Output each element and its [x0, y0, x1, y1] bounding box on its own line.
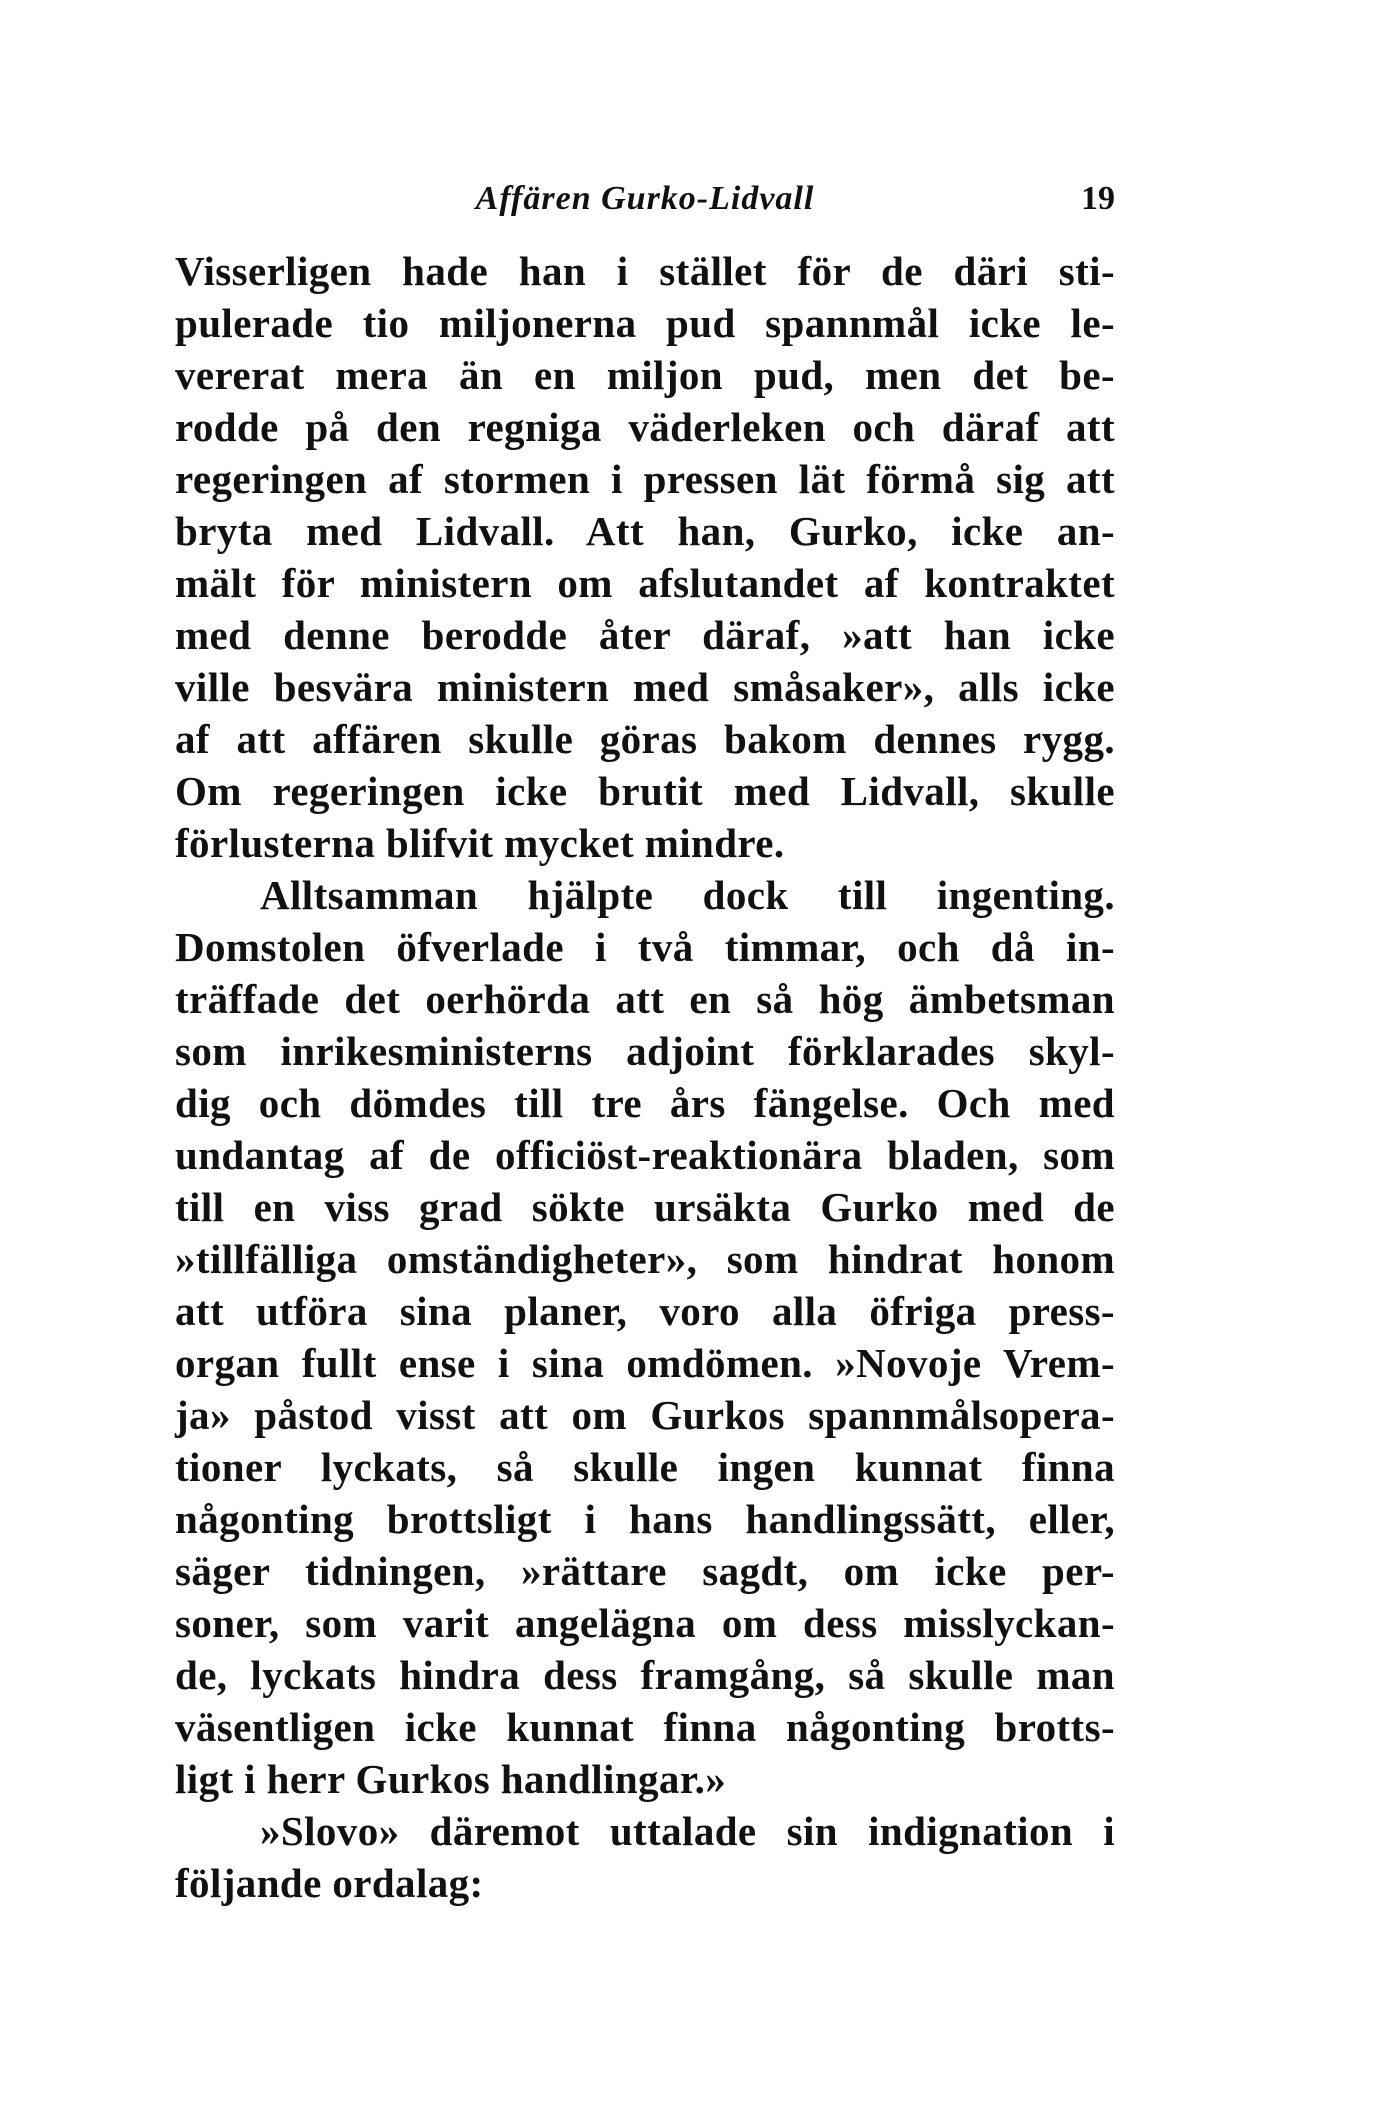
- text-line: af att affären skulle göras bakom dennes rygg.: [175, 716, 1115, 762]
- page-number: 19: [1081, 180, 1115, 217]
- text-line: organ fullt ense i sina omdömen. »Novoje Vrem-: [175, 1340, 1115, 1386]
- paragraph-2: [175, 869, 1115, 1805]
- running-head: [175, 180, 1115, 230]
- paragraph-1: [175, 245, 1115, 869]
- text-line: som inrikesministerns adjoint förklarades skyl-: [175, 1028, 1115, 1074]
- text-line: pulerade tio miljonerna pud spannmål icke le-: [175, 300, 1115, 346]
- text-line: med denne berodde åter däraf, »att han icke: [175, 612, 1115, 658]
- text-line: soner, som varit angelägna om dess misslyckan-: [175, 1600, 1115, 1646]
- text-line: vererat mera än en miljon pud, men det be-: [175, 352, 1115, 398]
- text-line: väsentligen icke kunnat finna någonting brotts-: [175, 1704, 1115, 1750]
- text-line: Visserligen hade han i stället för de däri sti-: [175, 248, 1115, 294]
- text-line: säger tidningen, »rättare sagdt, om icke per-: [175, 1548, 1115, 1594]
- text-line: de, lyckats hindra dess framgång, så skulle man: [175, 1652, 1115, 1698]
- text-line: träffade det oerhörda att en så hög ämbetsman: [175, 976, 1115, 1022]
- running-title: Affären Gurko-Lidvall: [475, 180, 815, 217]
- text-line: dig och dömdes till tre års fängelse. Och med: [175, 1080, 1115, 1126]
- text-line: undantag af de officiöst-reaktionära bladen, som: [175, 1132, 1115, 1178]
- text-line: Domstolen öfverlade i två timmar, och då in-: [175, 924, 1115, 970]
- text-line: rodde på den regniga väderleken och däraf att: [175, 404, 1115, 450]
- paragraph-3: [175, 1805, 1115, 1909]
- body-text: [175, 245, 1115, 1909]
- text-line: förlusterna blifvit mycket mindre.: [175, 820, 785, 866]
- text-line: »Slovo» däremot uttalade sin indignation i: [260, 1808, 1115, 1854]
- text-line: ville besvära ministern med småsaker», alls icke: [175, 664, 1115, 710]
- text-line: Alltsamman hjälpte dock till ingenting.: [260, 872, 1115, 918]
- text-line: till en viss grad sökte ursäkta Gurko med de: [175, 1184, 1115, 1230]
- text-line: Om regeringen icke brutit med Lidvall, skulle: [175, 768, 1115, 814]
- text-line: regeringen af stormen i pressen lät förmå sig att: [175, 456, 1115, 502]
- text-line: bryta med Lidvall. Att han, Gurko, icke an-: [175, 508, 1115, 554]
- text-line: tioner lyckats, så skulle ingen kunnat finna: [175, 1444, 1115, 1490]
- text-line: ligt i herr Gurkos handlingar.»: [175, 1756, 727, 1802]
- text-line: någonting brottsligt i hans handlingssätt, eller,: [175, 1496, 1115, 1542]
- text-line: mält för ministern om afslutandet af kontraktet: [175, 560, 1115, 606]
- text-line: ja» påstod visst att om Gurkos spannmålsopera-: [175, 1392, 1115, 1438]
- text-line: att utföra sina planer, voro alla öfriga press-: [175, 1288, 1115, 1334]
- text-line: följande ordalag:: [175, 1860, 484, 1906]
- text-line: »tillfälliga omständigheter», som hindrat honom: [175, 1236, 1115, 1282]
